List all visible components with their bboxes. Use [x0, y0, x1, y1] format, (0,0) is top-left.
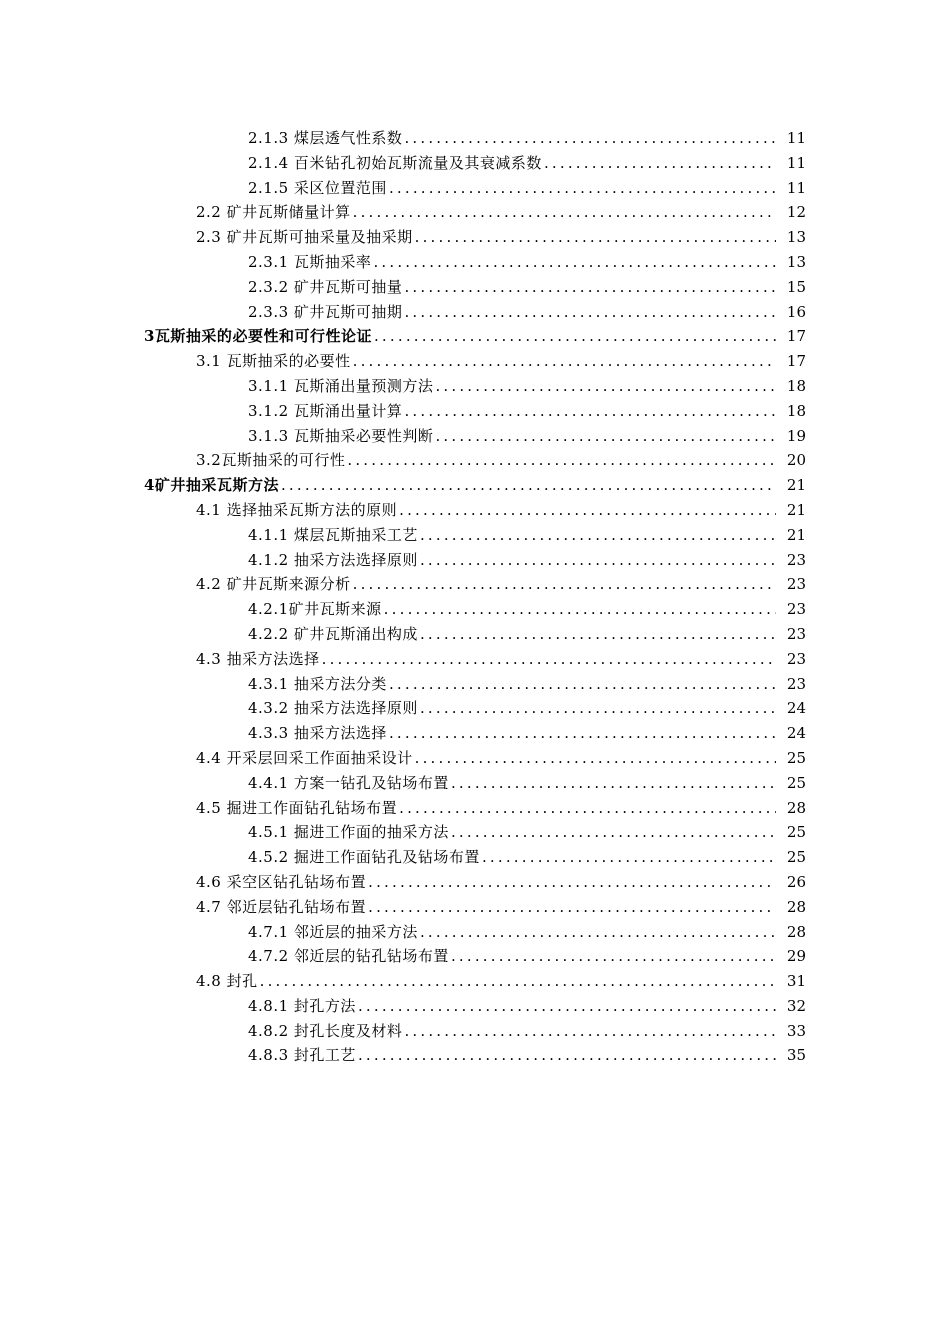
- toc-dot-leader: [368, 870, 776, 895]
- toc-entry[interactable]: [0, 771, 950, 796]
- toc-entry[interactable]: [0, 994, 950, 1019]
- toc-entry-page-number: 13: [786, 228, 806, 247]
- toc-dot-leader: [420, 548, 776, 573]
- toc-entry-page-number: 28: [786, 922, 806, 941]
- toc-entry-page-number: 17: [786, 352, 806, 371]
- toc-dot-leader: [389, 672, 776, 697]
- toc-entry[interactable]: [0, 672, 950, 697]
- toc-entry-title: 3.1.3 瓦斯抽采必要性判断: [248, 426, 434, 445]
- toc-entry-page-number: 28: [786, 897, 806, 916]
- toc-entry[interactable]: [0, 424, 950, 449]
- toc-entry-page-number: 23: [786, 624, 806, 643]
- toc-dot-leader: [451, 771, 776, 796]
- toc-entry-title: 3.1.1 瓦斯涌出量预测方法: [248, 376, 434, 395]
- toc-dot-leader: [358, 1043, 776, 1068]
- toc-entry-page-number: 15: [786, 277, 806, 296]
- toc-entry[interactable]: [0, 622, 950, 647]
- toc-entry-page-number: 11: [786, 129, 806, 147]
- toc-entry-title: 4.4 开采层回采工作面抽采设计: [196, 748, 413, 767]
- toc-entry-page-number: 23: [786, 550, 806, 569]
- toc-dot-leader: [404, 275, 776, 300]
- toc-dot-leader: [451, 820, 776, 845]
- toc-entry-title: 2.1.4 百米钻孔初始瓦斯流量及其衰减系数: [248, 153, 542, 172]
- toc-entry-title: 4.2.2 矿井瓦斯涌出构成: [248, 624, 418, 643]
- toc-entry[interactable]: [0, 845, 950, 870]
- toc-entry-page-number: 11: [786, 153, 806, 172]
- toc-entry[interactable]: [0, 200, 950, 225]
- toc-dot-leader: [415, 746, 776, 771]
- toc-entry[interactable]: [0, 572, 950, 597]
- toc-entry-page-number: 18: [786, 376, 806, 395]
- toc-entry[interactable]: [0, 895, 950, 920]
- toc-entry-page-number: 25: [786, 748, 806, 767]
- toc-entry-title: 4.8.2 封孔长度及材料: [248, 1021, 403, 1040]
- toc-dot-leader: [482, 845, 776, 870]
- toc-entry-page-number: 17: [786, 327, 806, 346]
- toc-dot-leader: [435, 374, 776, 399]
- toc-entry-title: 4.5.1 掘进工作面的抽采方法: [248, 823, 449, 842]
- toc-dot-leader: [451, 944, 776, 969]
- toc-entry-page-number: 28: [786, 798, 806, 817]
- toc-entry-page-number: 13: [786, 252, 806, 271]
- toc-entry-title: 2.2 矿井瓦斯储量计算: [196, 203, 351, 222]
- toc-dot-leader: [420, 920, 776, 945]
- toc-entry-title: 4.4.1 方案一钻孔及钻场布置: [248, 773, 449, 792]
- toc-entry-title: 4.1.2 抽采方法选择原则: [248, 550, 418, 569]
- toc-entry-title: 4.1.1 煤层瓦斯抽采工艺: [248, 525, 418, 544]
- toc-entry[interactable]: [0, 796, 950, 821]
- toc-entry[interactable]: [0, 523, 950, 548]
- toc-entry-title: 4.2 矿井瓦斯来源分析: [196, 575, 351, 594]
- toc-entry-page-number: 23: [786, 600, 806, 619]
- toc-entry-page-number: 25: [786, 773, 806, 792]
- toc-entry-title: 3瓦斯抽采的必要性和可行性论证: [144, 327, 372, 346]
- toc-entry-page-number: 20: [786, 451, 806, 470]
- toc-dot-leader: [404, 126, 776, 151]
- toc-entry[interactable]: [0, 225, 950, 250]
- toc-entry-title: 4.8.3 封孔工艺: [248, 1046, 356, 1065]
- toc-dot-leader: [353, 200, 776, 225]
- toc-entry-page-number: 26: [786, 872, 806, 891]
- toc-entry[interactable]: [0, 548, 950, 573]
- toc-entry-title: 3.2瓦斯抽采的可行性: [196, 451, 346, 470]
- toc-entry-title: 4矿井抽采瓦斯方法: [144, 476, 279, 495]
- toc-entry[interactable]: [0, 820, 950, 845]
- toc-entry-page-number: 18: [786, 401, 806, 420]
- toc-dot-leader: [374, 324, 776, 349]
- toc-entry-page-number: 24: [786, 724, 806, 743]
- toc-entry[interactable]: [0, 647, 950, 672]
- toc-entry-title: 4.5 掘进工作面钻孔钻场布置: [196, 798, 398, 817]
- toc-dot-leader: [281, 473, 776, 498]
- table-of-contents: [0, 126, 950, 1068]
- toc-entry-title: 3.1 瓦斯抽采的必要性: [196, 352, 351, 371]
- toc-entry-title: 2.3 矿井瓦斯可抽采量及抽采期: [196, 228, 413, 247]
- toc-dot-leader: [435, 424, 776, 449]
- toc-entry-title: 3.1.2 瓦斯涌出量计算: [248, 401, 403, 420]
- toc-entry[interactable]: [0, 1043, 950, 1068]
- toc-entry-page-number: 19: [786, 426, 806, 445]
- toc-dot-leader: [404, 1019, 776, 1044]
- toc-entry-page-number: 33: [786, 1021, 806, 1040]
- toc-dot-leader: [420, 696, 776, 721]
- toc-entry-title: 4.3.2 抽采方法选择原则: [248, 699, 418, 718]
- toc-entry-page-number: 23: [786, 649, 806, 668]
- toc-entry[interactable]: [0, 1019, 950, 1044]
- toc-dot-leader: [399, 796, 776, 821]
- toc-entry[interactable]: [0, 920, 950, 945]
- toc-entry[interactable]: [0, 126, 950, 151]
- toc-entry[interactable]: [0, 448, 950, 473]
- toc-entry[interactable]: [0, 597, 950, 622]
- toc-entry-title: 2.3.3 矿井瓦斯可抽期: [248, 302, 403, 321]
- toc-entry-title: 4.3.1 抽采方法分类: [248, 674, 387, 693]
- toc-entry[interactable]: [0, 969, 950, 994]
- toc-dot-leader: [420, 622, 776, 647]
- toc-entry-page-number: 21: [786, 525, 806, 544]
- toc-dot-leader: [420, 523, 776, 548]
- toc-entry-page-number: 25: [786, 848, 806, 867]
- toc-entry[interactable]: [0, 721, 950, 746]
- toc-entry[interactable]: [0, 349, 950, 374]
- toc-dot-leader: [353, 349, 776, 374]
- toc-dot-leader: [389, 721, 776, 746]
- toc-entry-page-number: 24: [786, 699, 806, 718]
- toc-entry-title: 2.1.3 煤层透气性系数: [248, 129, 403, 147]
- toc-entry-page-number: 11: [786, 178, 806, 197]
- toc-dot-leader: [544, 151, 776, 176]
- toc-entry-page-number: 35: [786, 1046, 806, 1065]
- toc-dot-leader: [373, 250, 776, 275]
- toc-dot-leader: [404, 300, 776, 325]
- toc-entry-page-number: 12: [786, 203, 806, 222]
- toc-dot-leader: [389, 176, 776, 201]
- toc-entry-title: 4.1 选择抽采瓦斯方法的原则: [196, 500, 398, 519]
- toc-entry-title: 4.7.2 邻近层的钻孔钻场布置: [248, 947, 449, 966]
- toc-entry[interactable]: [0, 374, 950, 399]
- toc-entry[interactable]: [0, 300, 950, 325]
- toc-entry[interactable]: [0, 870, 950, 895]
- toc-entry-page-number: 23: [786, 575, 806, 594]
- toc-dot-leader: [358, 994, 776, 1019]
- toc-entry-title: 4.8.1 封孔方法: [248, 996, 356, 1015]
- toc-entry-page-number: 16: [786, 302, 806, 321]
- toc-entry[interactable]: [0, 399, 950, 424]
- toc-entry[interactable]: [0, 275, 950, 300]
- toc-entry-title: 4.3.3 抽采方法选择: [248, 724, 387, 743]
- toc-entry-title: 4.3 抽采方法选择: [196, 649, 320, 668]
- toc-entry-title: 2.3.1 瓦斯抽采率: [248, 252, 372, 271]
- toc-entry-page-number: 21: [786, 500, 806, 519]
- toc-entry-title: 2.1.5 采区位置范围: [248, 178, 387, 197]
- toc-entry[interactable]: [0, 250, 950, 275]
- toc-dot-leader: [384, 597, 776, 622]
- toc-dot-leader: [415, 225, 776, 250]
- toc-entry-title: 4.7 邻近层钻孔钻场布置: [196, 897, 367, 916]
- toc-dot-leader: [404, 399, 776, 424]
- toc-entry-title: 4.6 采空区钻孔钻场布置: [196, 872, 367, 891]
- toc-entry-page-number: 25: [786, 823, 806, 842]
- toc-dot-leader: [322, 647, 776, 672]
- toc-entry[interactable]: [0, 746, 950, 771]
- toc-entry[interactable]: [0, 324, 950, 349]
- toc-dot-leader: [368, 895, 776, 920]
- toc-entry-title: 4.8 封孔: [196, 972, 258, 991]
- toc-dot-leader: [347, 448, 776, 473]
- toc-entry[interactable]: [0, 944, 950, 969]
- toc-entry[interactable]: [0, 696, 950, 721]
- toc-dot-leader: [399, 498, 776, 523]
- toc-entry[interactable]: [0, 176, 950, 201]
- toc-entry-page-number: 32: [786, 996, 806, 1015]
- toc-entry-page-number: 21: [786, 476, 806, 495]
- toc-entry-title: 4.5.2 掘进工作面钻孔及钻场布置: [248, 848, 480, 867]
- toc-entry-page-number: 29: [786, 947, 806, 966]
- toc-entry[interactable]: [0, 498, 950, 523]
- toc-dot-leader: [260, 969, 776, 994]
- toc-entry[interactable]: [0, 473, 950, 498]
- toc-dot-leader: [353, 572, 776, 597]
- toc-entry-title: 4.7.1 邻近层的抽采方法: [248, 922, 418, 941]
- toc-entry[interactable]: [0, 151, 950, 176]
- toc-entry-title: 2.3.2 矿井瓦斯可抽量: [248, 277, 403, 296]
- toc-entry-title: 4.2.1矿井瓦斯来源: [248, 600, 382, 619]
- toc-entry-page-number: 31: [786, 972, 806, 991]
- toc-entry-page-number: 23: [786, 674, 806, 693]
